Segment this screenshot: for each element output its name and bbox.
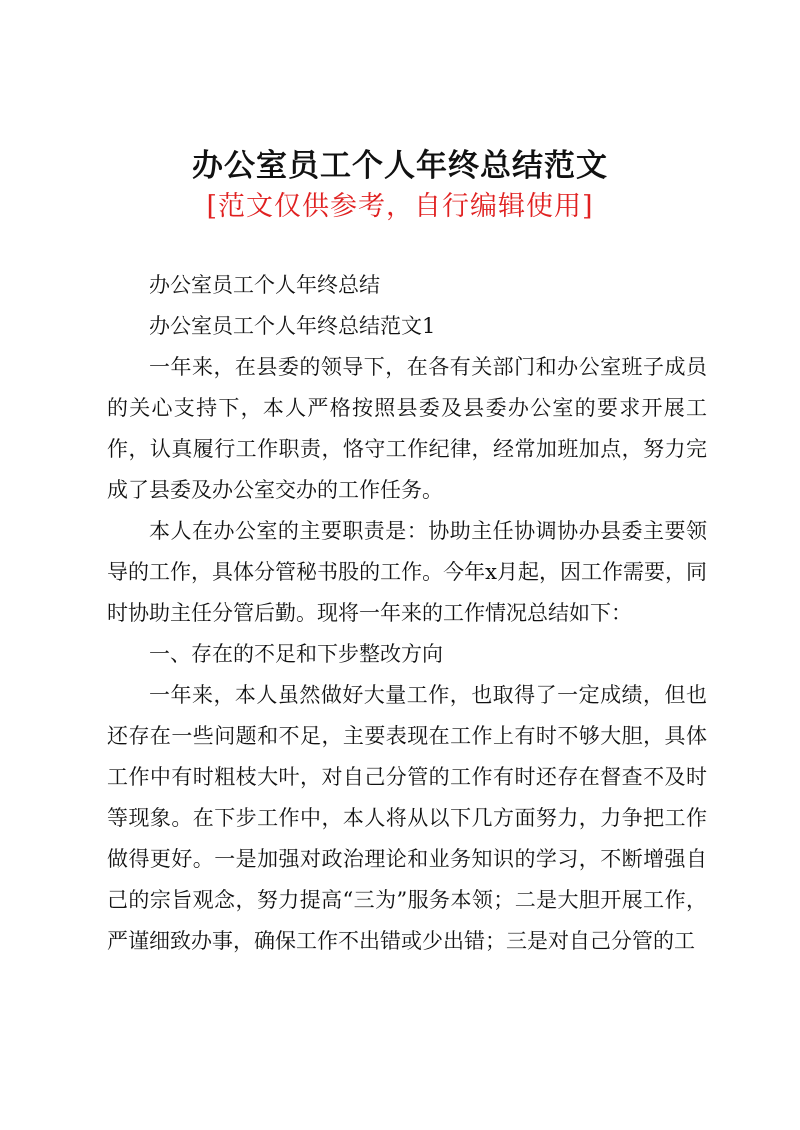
section-heading: 一、存在的不足和下步整改方向	[149, 642, 443, 666]
document-body	[107, 265, 707, 962]
paragraph-subheading: 办公室员工个人年终总结范文1	[149, 314, 436, 338]
paragraph: 一年来，在县委的领导下，在各有关部门和办公室班子成员的关心支持下，本人严格按照县委及县委办公室的要求开展工作，认真履行工作职责，恪守工作纪律，经常加班加点，努力完成了县委及办公室交办的工作任务。	[107, 355, 707, 502]
document-title: 办公室员工个人年终总结范文	[192, 148, 608, 184]
paragraph-heading: 办公室员工个人年终总结	[149, 273, 380, 297]
document-subtitle: [范文仅供参考，自行编辑使用]	[206, 191, 594, 222]
paragraph: 本人在办公室的主要职责是：协助主任协调协办县委主要领导的工作，具体分管秘书股的工作。今年x月起，因工作需要，同时协助主任分管后勤。现将一年来的工作情况总结如下：	[107, 519, 707, 625]
paragraph: 一年来，本人虽然做好大量工作，也取得了一定成绩，但也还存在一些问题和不足，主要表现在工作上有时不够大胆，具体工作中有时粗枝大叶，对自己分管的工作有时还存在督查不及时等现象。在下步工作中，本人将从以下几方面努力，力争把工作做得更好。一是加强对政治理论和业务知识的学习，不断增强自己的宗旨观念，努力提高“三为”服务本领；二是大胆开展工作，严谨细致办事，确保工作不出错或少出错；三是对自己分管的工	[107, 683, 707, 953]
